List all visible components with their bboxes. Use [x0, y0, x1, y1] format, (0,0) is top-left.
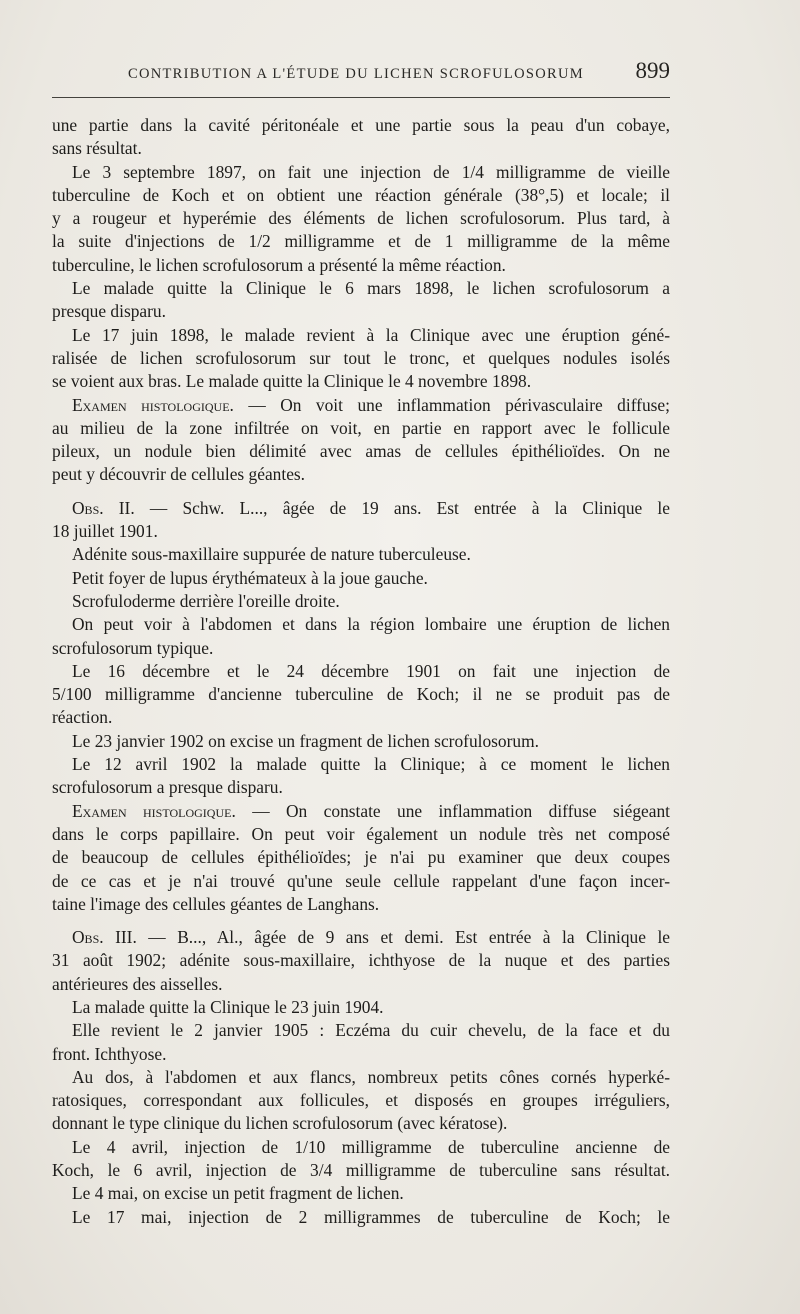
- text-line: La malade quitte la Clinique le 23 juin 1904.: [72, 996, 384, 1017]
- text-line: Le 23 janvier 1902 on excise un fragment de lichen scrofulosorum.: [72, 730, 539, 751]
- text-line: Le 16 décembre et le 24 décembre 1901 on fait une injection de: [72, 660, 670, 681]
- observation-label: Obs. III.: [72, 927, 137, 948]
- text-line: Le 4 mai, on excise un petit fragment de lichen.: [72, 1183, 404, 1204]
- text-line: tuberculine de Koch et on obtient une réaction générale (38°,5) et locale; il: [52, 184, 670, 205]
- text-line: taine l'image des cellules géantes de Langhans.: [52, 893, 380, 914]
- header-rule: [52, 97, 670, 98]
- text-line: tuberculine, le lichen scrofulosorum a présenté la même réaction.: [52, 254, 506, 275]
- text-line: Le 17 juin 1898, le malade revient à la Clinique avec une éruption géné-: [72, 324, 670, 345]
- text-line: Au dos, à l'abdomen et aux flancs, nombreux petits cônes cornés hyperké-: [72, 1066, 670, 1087]
- paragraph-gap: [52, 487, 670, 497]
- text-line: front. Ichthyose.: [52, 1043, 167, 1064]
- text-line: donnant le type clinique du lichen scrofulosorum (avec kératose).: [52, 1113, 508, 1134]
- text-line: [52, 926, 670, 949]
- text-line: Le malade quitte la Clinique le 6 mars 1898, le lichen scrofulosorum a: [72, 278, 670, 299]
- text-line: 18 juillet 1901.: [52, 521, 158, 542]
- page-header: [52, 58, 670, 88]
- running-title: CONTRIBUTION A L'ÉTUDE DU LICHEN SCROFULOSORUM: [128, 66, 584, 82]
- text-line: On peut voir à l'abdomen et dans la région lombaire une éruption de lichen: [72, 614, 670, 635]
- text-line: Petit foyer de lupus érythémateux à la joue gauche.: [72, 567, 428, 588]
- text-line: Le 4 avril, injection de 1/10 milligramme de tuberculine ancienne de: [72, 1136, 670, 1157]
- text-line: scrofulosorum typique.: [52, 637, 214, 658]
- text-line: de ce cas et je n'ai trouvé qu'une seule cellule rappelant d'une façon incer-: [52, 870, 670, 891]
- text-line: presque disparu.: [52, 301, 166, 322]
- text-line: Scrofuloderme derrière l'oreille droite.: [72, 590, 340, 611]
- text-run: — Schw. L..., âgée de 19 ans. Est entrée à la Clinique le: [134, 497, 670, 518]
- text-line: Adénite sous-maxillaire suppurée de nature tuberculeuse.: [72, 544, 471, 565]
- section-label: Examen histologique.: [72, 800, 236, 821]
- text-line: dans le corps papillaire. On peut voir également un nodule très net composé: [52, 823, 670, 844]
- text-line: la suite d'injections de 1/2 milligramme et de 1 milligramme de la même: [52, 231, 670, 252]
- text-line: pileux, un nodule bien délimité avec amas de cellules épithélioïdes. On ne: [52, 441, 670, 462]
- observation-label: Obs. II.: [72, 497, 135, 518]
- text-line: une partie dans la cavité péritonéale et une partie sous la peau d'un cobaye,: [52, 115, 670, 135]
- text-line: Le 12 avril 1902 la malade quitte la Clinique; à ce moment le lichen: [72, 754, 670, 775]
- text-line: Le 3 septembre 1897, on fait une injection de 1/4 milligramme de vieille: [72, 161, 670, 182]
- text-line: 5/100 milligramme d'ancienne tuberculine de Koch; il ne se produit pas de: [52, 684, 670, 705]
- text-line: sans résultat.: [52, 138, 142, 159]
- page-body: [52, 114, 670, 1229]
- text-line: se voient aux bras. Le malade quitte la Clinique le 4 novembre 1898.: [52, 371, 532, 392]
- text-line: [52, 800, 670, 823]
- text-run: — On voit une inflammation périvasculaire diffuse;: [233, 394, 670, 415]
- text-line: ratosiques, correspondant aux follicules, et disposés en groupes irréguliers,: [52, 1090, 670, 1111]
- text-line: au milieu de la zone infiltrée on voit, en partie en rapport avec le follicule: [52, 417, 670, 438]
- text-line: [52, 394, 670, 417]
- text-line: y a rougeur et hyperémie des éléments de lichen scrofulosorum. Plus tard, à: [52, 208, 670, 229]
- text-line: Le 17 mai, injection de 2 milligrammes de tuberculine de Koch; le: [72, 1206, 670, 1227]
- text-line: scrofulosorum a presque disparu.: [52, 777, 283, 798]
- text-line: 31 août 1902; adénite sous-maxillaire, ichthyose de la nuque et des parties: [52, 950, 670, 971]
- section-label: Examen histologique.: [72, 394, 234, 415]
- text-run: — B..., Al., âgée de 9 ans et demi. Est entrée à la Clinique le: [136, 927, 671, 948]
- text-line: ralisée de lichen scrofulosorum sur tout le tronc, et quelques nodules isolés: [52, 347, 670, 368]
- page-number: 899: [635, 58, 670, 83]
- text-line: de beaucoup de cellules épithélioïdes; je n'ai pu examiner que deux coupes: [52, 847, 670, 868]
- text-line: [52, 497, 670, 520]
- text-line: réaction.: [52, 707, 113, 728]
- text-line: peut y découvrir de cellules géantes.: [52, 464, 306, 485]
- text-line: antérieures des aisselles.: [52, 973, 223, 994]
- text-line: Elle revient le 2 janvier 1905 : Eczéma du cuir chevelu, de la face et du: [72, 1020, 670, 1041]
- paragraph-gap: [52, 916, 670, 926]
- text-line: Koch, le 6 avril, injection de 3/4 milligramme de tuberculine sans résultat.: [52, 1160, 670, 1181]
- text-run: — On constate une inflammation diffuse siégeant: [235, 800, 670, 821]
